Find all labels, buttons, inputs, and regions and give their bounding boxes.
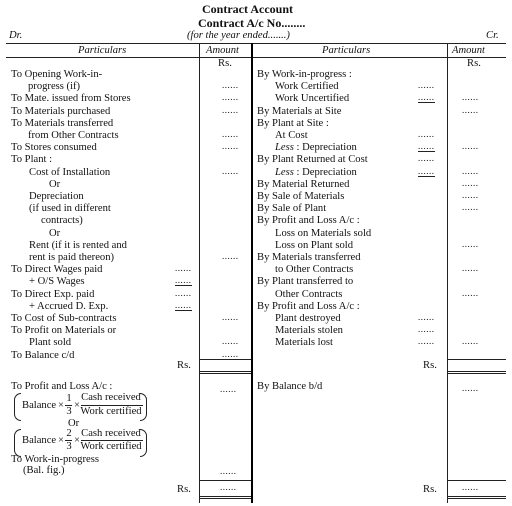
credit-amount: ......	[462, 165, 479, 176]
debit-amount: ......	[222, 165, 239, 176]
bottom-rule-right	[447, 480, 506, 481]
credit-line: By Sale of Materials	[257, 191, 345, 202]
credit-amount: ......	[462, 336, 479, 347]
debit-line: To Cost of Sub-contracts	[11, 313, 117, 324]
formula2-cash: Cash received	[81, 428, 141, 439]
bottom-double-left-b	[199, 498, 251, 499]
formula2-num: 2	[66, 428, 72, 439]
credit-line: By Plant at Site :	[257, 117, 329, 129]
formula1-cash: Cash received	[81, 392, 141, 403]
account-subtitle: Contract A/c No........	[198, 16, 306, 30]
debit-line: To Profit on Materials or	[11, 325, 117, 337]
credit-amount: ......	[462, 141, 479, 152]
debit-line: Cost of Installation	[29, 166, 111, 178]
credit-subamount: ......	[418, 153, 435, 164]
total-rule-right-upper	[447, 359, 506, 360]
header-rule	[6, 57, 506, 58]
debit-line: + Accrued D. Exp.	[29, 300, 109, 312]
total-left-lower: ......	[220, 482, 237, 492]
rs-right: Rs.	[467, 58, 481, 69]
credit-line: Less : Depreciation	[275, 142, 357, 154]
credit-line: By Material Returned	[257, 178, 350, 190]
col-amount-right: Amount	[452, 45, 485, 56]
credit-subamount: ......	[418, 80, 435, 91]
total-double-left-a	[199, 371, 251, 372]
credit-line: Work Uncertified	[275, 93, 350, 105]
debit-line: Or	[49, 227, 61, 239]
total-double-left-b	[199, 373, 251, 374]
rs-total-left-upper: Rs.	[177, 360, 191, 371]
credit-line: to Other Contracts	[275, 264, 354, 276]
balance-bd-entry: By Balance b/d	[257, 381, 323, 392]
rs-left: Rs.	[218, 58, 232, 69]
debit-amount: ......	[222, 336, 239, 347]
credit-amount: ......	[462, 92, 479, 103]
credit-subamount: ......	[418, 129, 435, 139]
formula1-balance: Balance	[22, 400, 57, 411]
credit-subamount: ......	[418, 141, 435, 152]
formula1-times-b: ×	[74, 400, 80, 411]
account-title: Contract Account	[202, 2, 293, 16]
bottom-double-right-a	[447, 496, 506, 497]
credit-line: By Work-in-progress :	[257, 69, 352, 80]
bottom-double-left-a	[199, 496, 251, 497]
debit-line: contracts)	[41, 215, 83, 227]
debit-line: + O/S Wages	[29, 276, 85, 288]
bottom-rule-left	[199, 480, 251, 481]
credit-line: By Sale of Plant	[257, 203, 327, 215]
table-top-rule	[6, 43, 506, 44]
debit-line: Depreciation	[29, 191, 84, 202]
credit-line: By Materials at Site	[257, 105, 342, 117]
credit-amount: ......	[462, 202, 479, 213]
formula2-open-bracket	[14, 429, 21, 457]
formula2-work: Work certified	[80, 441, 142, 452]
col-particulars-left: Particulars	[78, 45, 127, 56]
formula2-den: 3	[66, 441, 72, 452]
credit-amount: ......	[462, 177, 479, 188]
credit-line: Plant destroyed	[275, 313, 341, 324]
debit-amount: ......	[222, 129, 239, 139]
credit-line: By Plant transferred to	[257, 276, 354, 288]
debit-subamount: ......	[175, 287, 192, 298]
credit-subamount: ......	[418, 336, 435, 347]
debit-subamount: ......	[175, 275, 192, 286]
debit-line: To Mate. issued from Stores	[11, 93, 131, 105]
credit-line: Work Certified	[275, 81, 339, 93]
col-amount-left: Amount	[206, 45, 239, 56]
credit-line: At Cost	[275, 130, 308, 141]
total-double-right-a	[447, 371, 506, 372]
formula1-open-bracket	[14, 393, 21, 421]
formula1-times-a: ×	[58, 400, 64, 411]
credit-line: Loss on Plant sold	[275, 239, 353, 251]
debit-line: To Materials purchased	[11, 105, 111, 117]
credit-subamount: ......	[418, 92, 435, 103]
amount-pl: ......	[220, 384, 237, 394]
debit-line: To Direct Exp. paid	[11, 288, 95, 300]
wip-entry: To Work-in-progress	[11, 454, 99, 465]
total-double-right-b	[447, 373, 506, 374]
debit-line: To Stores consumed	[11, 142, 97, 154]
credit-line: By Materials transferred	[257, 252, 361, 263]
dr-label: Dr.	[9, 30, 23, 41]
credit-subamount: ......	[418, 324, 435, 335]
debit-line: To Materials transferred	[11, 117, 114, 129]
debit-line: progress (if)	[28, 81, 81, 93]
total-rule-left-upper	[199, 359, 251, 360]
debit-amount: ......	[222, 251, 239, 261]
credit-line: Other Contracts	[275, 288, 343, 300]
debit-line: (if used in different	[29, 203, 111, 215]
cr-label: Cr.	[486, 30, 499, 41]
debit-line: from Other Contracts	[28, 130, 119, 141]
rs-total-left-lower: Rs.	[177, 484, 191, 495]
credit-amount: ......	[462, 263, 479, 274]
pl-entry: To Profit and Loss A/c :	[11, 381, 113, 392]
debit-line: To Opening Work-in-	[11, 69, 103, 80]
amount-balance-bd: ......	[462, 383, 479, 393]
period-label: (for the year ended.......)	[187, 30, 290, 41]
divider-right-amount	[447, 43, 448, 503]
formula2-times-a: ×	[58, 435, 64, 446]
credit-line: Less : Depreciation	[275, 166, 357, 178]
amount-wip: ......	[220, 466, 237, 476]
credit-subamount: ......	[418, 312, 435, 322]
total-right-lower: ......	[462, 482, 479, 492]
col-particulars-right: Particulars	[322, 45, 371, 56]
formula1-den: 3	[66, 406, 72, 417]
debit-amount: ......	[222, 348, 239, 359]
debit-amount: ......	[222, 312, 239, 322]
formula1-work: Work certified	[80, 406, 142, 417]
debit-amount: ......	[222, 104, 239, 115]
credit-amount: ......	[462, 190, 479, 200]
debit-subamount: ......	[175, 299, 192, 310]
rs-total-right-lower: Rs.	[423, 484, 437, 495]
debit-line: Or	[49, 178, 61, 190]
debit-line: Rent (if it is rented and	[29, 239, 127, 251]
credit-amount: ......	[462, 238, 479, 249]
debit-amount: ......	[222, 141, 239, 152]
credit-line: Materials stolen	[275, 325, 343, 337]
credit-subamount: ......	[418, 165, 435, 176]
divider-center	[251, 43, 253, 503]
debit-line: rent is paid thereon)	[29, 252, 115, 263]
credit-amount: ......	[462, 104, 479, 115]
credit-line: Materials lost	[275, 337, 333, 349]
credit-amount: ......	[462, 287, 479, 298]
formula2-balance: Balance	[22, 435, 57, 446]
credit-line: By Profit and Loss A/c :	[257, 300, 360, 312]
divider-left-amount	[199, 43, 200, 503]
debit-line: Plant sold	[29, 337, 72, 349]
bal-fig: (Bal. fig.)	[23, 465, 65, 476]
formula-or: Or	[68, 418, 80, 429]
credit-line: By Profit and Loss A/c :	[257, 215, 360, 227]
bottom-double-right-b	[447, 498, 506, 499]
debit-subamount: ......	[175, 263, 192, 274]
credit-line: Loss on Materials sold	[275, 227, 372, 239]
formula1-num: 1	[66, 393, 72, 404]
debit-amount: ......	[222, 80, 239, 91]
rs-total-right-upper: Rs.	[423, 360, 437, 371]
debit-line: To Balance c/d	[11, 349, 75, 361]
debit-amount: ......	[222, 92, 239, 103]
debit-line: To Direct Wages paid	[11, 264, 103, 276]
debit-line: To Plant :	[11, 154, 53, 166]
formula2-times-b: ×	[74, 435, 80, 446]
credit-line: By Plant Returned at Cost	[257, 154, 368, 166]
